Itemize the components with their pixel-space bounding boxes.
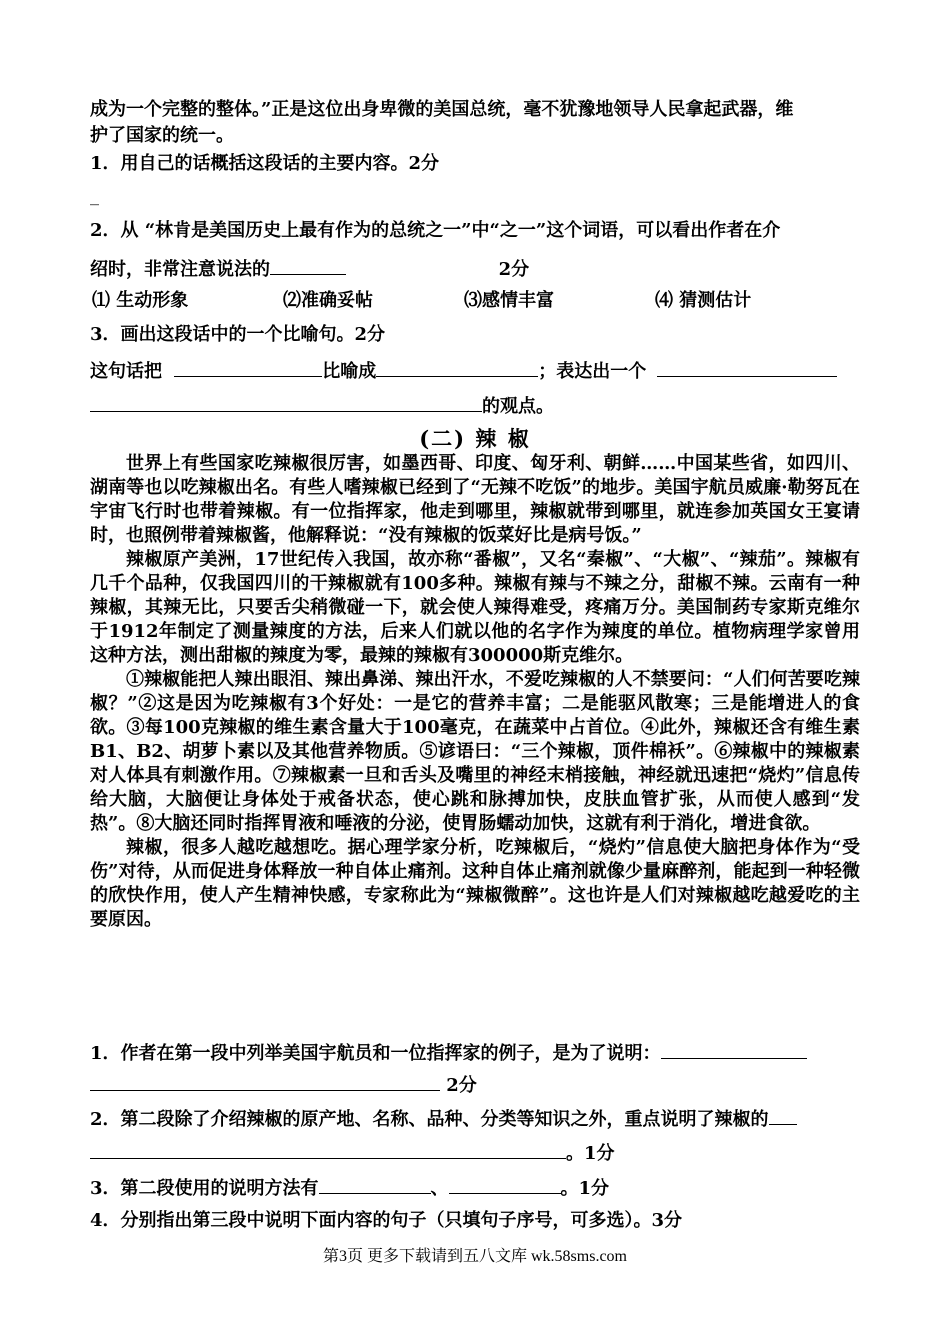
fill-text: 的观点。 — [482, 396, 554, 417]
paragraph-line: 护了国家的统一。 — [90, 125, 234, 146]
option-2[interactable]: ⑵准确妥帖 — [283, 290, 373, 311]
fill-text: 比喻成 — [322, 361, 377, 382]
option-1[interactable]: ⑴ 生动形象 — [92, 290, 189, 311]
answer-blank[interactable] — [319, 1175, 431, 1194]
article-body — [90, 452, 860, 932]
question-part2-2 — [90, 1106, 797, 1132]
question-score: 。1分 — [566, 1143, 615, 1164]
answer-blank[interactable] — [174, 358, 322, 377]
answer-blank[interactable] — [270, 256, 346, 275]
question-2-continued — [90, 256, 529, 282]
answer-blank[interactable] — [90, 1140, 566, 1159]
question-2: 2．从 “林肯是美国历史上最有作为的总统之一”中“之一”这个词语，可以看出作者在介 — [90, 220, 781, 241]
section-title: (二) 辣 椒 — [419, 426, 531, 451]
answer-blank[interactable] — [449, 1175, 561, 1194]
fill-text: ；表达出一个 — [538, 361, 647, 382]
question-2-score: 2分 — [498, 259, 530, 280]
answer-blank[interactable] — [90, 1072, 440, 1091]
answer-blank[interactable] — [657, 358, 837, 377]
question-part2-3 — [90, 1175, 609, 1201]
question-text: 1．作者在第一段中列举美国宇航员和一位指挥家的例子，是为了说明： — [90, 1043, 661, 1064]
question-2-text: 绍时，非常注意说法的 — [90, 259, 270, 280]
question-3-fill — [90, 358, 837, 384]
article-paragraph-1: 世界上有些国家吃辣椒很厉害，如墨西哥、印度、匈牙利、朝鲜……中国某些省，如四川、湖南等也以吃辣椒出名。有些人嗜辣椒已经到了“无辣不吃饭”的地步。美国宇航员威廉·勒努瓦在宇宙飞行时也带着辣椒。有一位指挥家，他走到哪里，辣椒就带到哪里，就连参加英国女王宴请时，也照例带着辣椒酱，他解释说：“没有辣椒的饭菜好比是病号饭。” — [90, 453, 860, 546]
fill-text: 这句话把 — [90, 361, 162, 382]
article-paragraph-2: 辣椒原产美洲，17世纪传入我国，故亦称“番椒”，又名“秦椒”、“大椒”、“辣茄”。辣椒有几千个品种，仅我国四川的干辣椒就有100多种。辣椒有辣与不辣之分，甜椒不辣。云南有一种辣椒，其辣无比，只要舌尖稍微碰一下，就会使人辣得难受，疼痛万分。美国制药专家斯克维尔于1912年制定了测量辣度的方法，后来人们就以他的名字作为辣度的单位。植物病理学家曾用这种方法，测出甜椒的辣度为零，最辣的辣椒有300000斯克维尔。 — [90, 549, 860, 666]
question-score: 2分 — [446, 1075, 477, 1096]
answer-blank[interactable] — [90, 393, 482, 412]
question-part2-1 — [90, 1040, 807, 1066]
question-text: 3．第二段使用的说明方法有 — [90, 1178, 319, 1199]
question-text: 、 — [430, 1178, 449, 1199]
answer-blank[interactable] — [376, 358, 538, 377]
answer-blank[interactable]: _ — [90, 185, 99, 206]
option-4[interactable]: ⑷ 猜测估计 — [655, 290, 752, 311]
answer-blank[interactable] — [661, 1040, 807, 1059]
article-paragraph-3: ①辣椒能把人辣出眼泪、辣出鼻涕、辣出汗水，不爱吃辣椒的人不禁要问：“人们何苦要吃辣椒？”②这是因为吃辣椒有3个好处：一是它的营养丰富；二是能驱风散寒；三是能增进人的食欲。③每100克辣椒的维生素含量大于100毫克，在蔬菜中占首位。④此外，辣椒还含有维生素B1、B2、胡萝卜素以及其他营养物质。⑤谚语曰：“三个辣椒，顶件棉袄”。⑥辣椒中的辣椒素对人体具有刺激作用。⑦辣椒素一旦和舌头及嘴里的神经末梢接触，神经就迅速把“烧灼”信息传给大脑，大脑便让身体处于戒备状态，使心跳和脉搏加快，皮肤血管扩张，从而使人感到“发热”。⑧大脑还同时指挥胃液和唾液的分泌，使胃肠蠕动加快，这就有利于消化，增进食欲。 — [90, 669, 860, 834]
question-part2-2-continued — [90, 1140, 615, 1166]
article-paragraph-4: 辣椒，很多人越吃越想吃。据心理学家分析，吃辣椒后，“烧灼”信息使大脑把身体作为“受伤”对待，从而促进身体释放一种自体止痛剂。这种自体止痛剂就像少量麻醉剂，能起到一种轻微的欣快作用，使人产生精神快感，专家称此为“辣椒微醉”。这也许是人们对辣椒越吃越爱吃的主要原因。 — [90, 837, 860, 930]
option-3[interactable]: ⑶感情丰富 — [464, 290, 554, 311]
question-part2-1-continued — [90, 1072, 477, 1098]
question-text: 2．第二段除了介绍辣椒的原产地、名称、品种、分类等知识之外，重点说明了辣椒的 — [90, 1109, 769, 1130]
question-part2-4: 4．分别指出第三段中说明下面内容的句子（只填句子序号，可多选）。3分 — [90, 1210, 683, 1231]
question-score: 。1分 — [560, 1178, 610, 1199]
page-footer: 第3页 更多下载请到五八文库 wk.58sms.com — [322, 1248, 627, 1265]
question-3: 3．画出这段话中的一个比喻句。2分 — [90, 324, 386, 345]
question-3-fill-end — [90, 393, 554, 419]
answer-blank[interactable] — [769, 1106, 797, 1125]
question-1: 1．用自己的话概括这段话的主要内容。2分 — [90, 153, 440, 174]
paragraph-line: 成为一个完整的整体。”正是这位出身卑微的美国总统，毫不犹豫地领导人民拿起武器，维 — [90, 99, 794, 120]
